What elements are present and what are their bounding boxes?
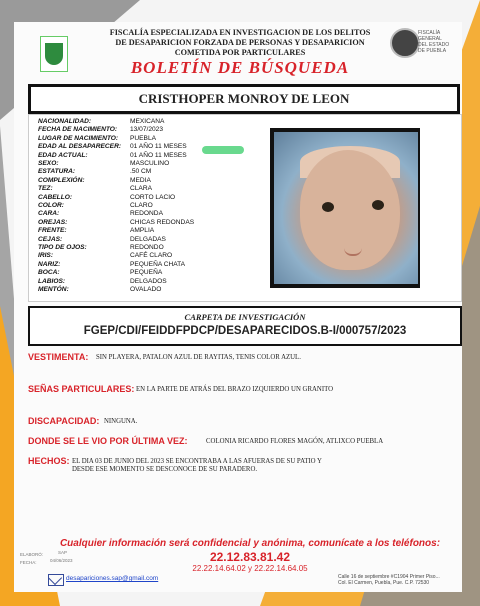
detail-label: NACIONALIDAD: xyxy=(38,118,92,125)
detail-value: PEQUEÑA xyxy=(130,269,163,277)
vestimenta-value: SIN PLAYERA, PATALON AZUL DE RAYITAS, TENIS COLOR AZUL. xyxy=(96,354,301,361)
highlight-mark xyxy=(202,146,244,154)
missing-person-name: CRISTHOPER MONROY DE LEON xyxy=(28,84,460,114)
senas-value: EN LA PARTE DE ATRÁS DEL BRAZO IZQUIERDO UN GRANITO xyxy=(136,386,334,393)
detail-value: .50 CM xyxy=(130,168,152,176)
header-line-2: DE DESAPARICION FORZADA DE PERSONAS Y DESAPARICION xyxy=(115,38,365,47)
fiscalia-logo-text: FISCALÍA GENERAL DEL ESTADO DE PUEBLA xyxy=(418,30,450,54)
detail-label: IRIS: xyxy=(38,252,54,260)
detail-value: CLARO xyxy=(130,202,153,209)
detail-value: 01 AÑO 11 MESES xyxy=(130,151,187,159)
detail-value: PEQUEÑA CHATA xyxy=(130,260,186,268)
detail-label: NARIZ: xyxy=(38,260,61,268)
detail-label: TIPO DE OJOS: xyxy=(38,244,87,251)
left-eye xyxy=(322,202,334,212)
header-line-1: FISCALÍA ESPECIALIZADA EN INVESTIGACION DE LOS DELITOS xyxy=(109,28,371,37)
contact-line: Cualquier información será confidencial y anónima, comunícate a los teléfonos: xyxy=(59,538,441,549)
detail-label: CABELLO: xyxy=(38,193,73,201)
detail-value: 13/07/2023 xyxy=(130,126,164,134)
fecha-label: FECHA: xyxy=(20,560,37,565)
donde-label: DONDE SE LE VIO POR ÚLTIMA VEZ: xyxy=(28,436,188,446)
fiscalia-logo xyxy=(390,26,450,66)
detail-label: LUGAR DE NACIMIENTO: xyxy=(38,134,119,142)
detail-value: MEXICANA xyxy=(130,118,165,125)
discapacidad-value: NINGUNA. xyxy=(104,418,138,425)
bulletin-title: BOLETÍN DE BÚSQUEDA xyxy=(130,58,350,77)
elaboro-value: SAP xyxy=(58,550,68,555)
detail-value: PUEBLA xyxy=(130,134,157,142)
detail-value: REDONDA xyxy=(130,210,163,218)
case-number: FGEP/CDI/FEIDDFPDCP/DESAPARECIDOS.B-I/000757/2023 xyxy=(83,325,407,337)
hechos-value-1: EL DIA 03 DE JUNIO DEL 2023 SE ENCONTRABA A LAS AFUERAS DE SU PATIO Y xyxy=(72,458,322,465)
detail-label: EDAD ACTUAL: xyxy=(38,151,88,159)
detail-value: CORTO LACIO xyxy=(130,193,176,201)
detail-label: CEJAS: xyxy=(38,235,63,243)
detail-label: LABIOS: xyxy=(38,277,66,285)
hechos-label: HECHOS: xyxy=(28,456,70,466)
vestimenta-label: VESTIMENTA: xyxy=(28,352,89,362)
detail-label: CARA: xyxy=(38,210,60,218)
address-line-2: Col. El Carmen, Puebla, Pue. C.P. 72530 xyxy=(338,580,430,586)
detail-value: MEDIA xyxy=(130,176,151,184)
detail-label: TEZ: xyxy=(38,185,53,193)
case-label: CARPETA DE INVESTIGACIÓN xyxy=(184,312,306,322)
detail-label: MENTÓN: xyxy=(38,286,69,293)
right-eye xyxy=(372,200,384,210)
detail-label: COLOR: xyxy=(38,202,65,209)
shield-icon xyxy=(45,43,63,65)
senas-label: SEÑAS PARTICULARES: xyxy=(28,384,135,394)
phone-main: 22.12.83.81.42 xyxy=(209,550,291,564)
seal-icon xyxy=(390,28,420,58)
detail-label: OREJAS: xyxy=(38,218,68,226)
detail-label: FECHA DE NACIMIENTO: xyxy=(38,126,118,134)
detail-value: CLARA xyxy=(130,185,152,193)
address-line-1: Calle 16 de septiembre #C1904 Primer Piso... xyxy=(338,574,440,580)
detail-value: DELGADAS xyxy=(130,235,166,243)
detail-value: 01 AÑO 11 MESES xyxy=(130,143,187,151)
detail-value: DELGADOS xyxy=(130,277,167,285)
hechos-value-2: DESDE ESE MOMENTO SE DESCONOCE DE SU PARADERO. xyxy=(72,466,258,473)
detail-label: ESTATURA: xyxy=(38,168,76,176)
detail-label: EDAD AL DESAPARECER: xyxy=(38,143,122,151)
detail-value: CHICAS REDONDAS xyxy=(130,218,195,226)
donde-value: COLONIA RICARDO FLORES MAGÓN, ATLIXCO PUEBLA xyxy=(206,438,384,445)
detail-label: SEXO: xyxy=(38,160,59,167)
puebla-shield-logo xyxy=(40,36,68,72)
detail-label: FRENTE: xyxy=(38,227,67,235)
detail-label: COMPLEXIÓN: xyxy=(38,176,85,184)
phone-secondary: 22.22.14.64.02 y 22.22.14.64.05 xyxy=(192,564,308,573)
case-box xyxy=(28,306,462,346)
detail-value: MASCULINO xyxy=(130,160,170,167)
mail-icon xyxy=(48,574,64,586)
detail-value: AMPLIA xyxy=(130,227,155,235)
fecha-value: 04/06/2023 xyxy=(50,558,73,563)
email-link[interactable]: desapariciones.sap@gmail.com xyxy=(66,575,159,582)
discapacidad-label: DISCAPACIDAD: xyxy=(28,416,100,426)
detail-value: CAFÉ CLARO xyxy=(130,252,173,260)
elaboro-label: ELABORÓ: xyxy=(20,552,44,557)
address xyxy=(338,574,468,586)
detail-value: REDONDO xyxy=(130,244,164,251)
header-line-3: COMETIDA POR PARTICULARES xyxy=(174,48,306,57)
detail-label: BOCA: xyxy=(38,269,60,277)
detail-value: OVALADO xyxy=(130,286,162,293)
